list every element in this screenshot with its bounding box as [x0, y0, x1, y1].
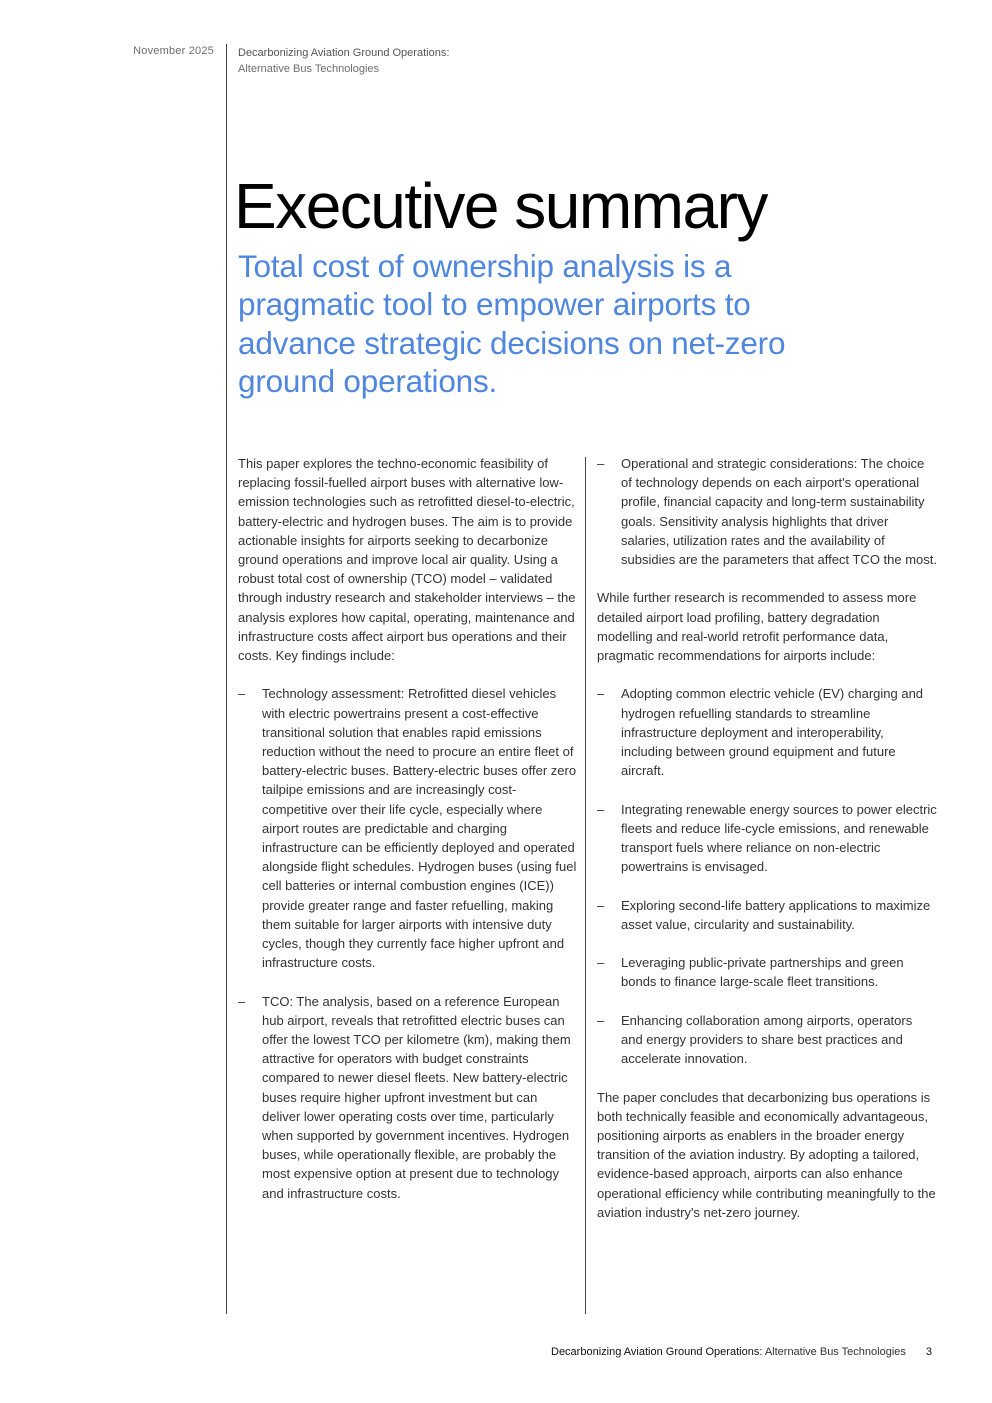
page-subtitle: Total cost of ownership analysis is a pragmatic tool to empower airports to advance strategic decisions on net-zero ground operations.: [238, 248, 786, 399]
intro-paragraph: This paper explores the techno-economic feasibility of replacing fossil-fuelled airport buses with alternative low-emission technologies such as retrofitted diesel-to-electric, battery-electric and hydrogen buses. The aim is to provide actionable insights for airports seeking to decarbonize ground operations and improve local air quality. Using a robust total cost of ownership (TCO) model – validated through industry research and stakeholder interviews – the analysis explores how capital, operating, maintenance and infrastructure costs affect airport bus operations and their costs. Key findings include:: [238, 456, 576, 664]
recommendation-text: Enhancing collaboration among airports, operators and energy providers to share best practices and accelerate innovation.: [621, 1012, 913, 1067]
page-number: 3: [925, 1346, 932, 1358]
dash-bullet: –: [597, 897, 605, 913]
recommendation-text: Integrating renewable energy sources to power electric fleets and reduce life-cycle emissions, and renewable transport fuels where reliance on non-electric powertrains is envisaged.: [621, 801, 937, 875]
conclusion-paragraph: The paper concludes that decarbonizing bus operations is both technically feasible and economically advantageous, positioning airports as enablers in the broader energy transition of the aviation industry. By adopting a tailored, evidence-based approach, airports can also enhance operational efficiency while contributing meaningfully to the aviation industry's net-zero journey.: [597, 1089, 936, 1220]
dash-bullet: –: [597, 955, 605, 971]
left-column: [238, 454, 578, 1222]
header-date: November 2025: [133, 45, 214, 57]
dash-bullet: –: [238, 686, 246, 702]
page-footer: [380, 1346, 932, 1358]
finding-text: Technology assessment: Retrofitted diesel vehicles with electric powertrains present a cost-effective transitional solution that enables rapid emissions reduction without the need to procure an entire fleet of battery-electric buses. Battery-electric buses offer zero tailpipe emissions and are increasingly cost-competitive over their life cycle, especially where airport routes are predictable and charging infrastructure can be efficiently deployed and operated alongside flight schedules. Hydrogen buses (using fuel cell batteries or internal combustion engines (ICE)) provide greater range and faster refuelling, making them suitable for larger airports with intensive duty cycles, though they currently face higher upfront and infrastructure costs.: [262, 686, 577, 971]
dash-bullet: –: [597, 456, 605, 471]
recommendation-item: [597, 684, 937, 780]
recommendation-item: [597, 896, 937, 934]
finding-item-technology: [238, 684, 578, 972]
page-heading: Executive summary: [234, 170, 767, 242]
recommendations-intro: While further research is recommended to assess more detailed airport load profiling, battery degradation modelling and real-world retrofit performance data, pragmatic recommendations for airports include:: [597, 590, 917, 664]
dash-bullet: –: [597, 686, 605, 702]
finding-text: TCO: The analysis, based on a reference European hub airport, reveals that retrofitted electric buses can offer the lowest TCO per kilometre (km), making them attractive for operators with budget constraints compared to newer diesel fleets. New battery-electric buses require higher upfront investment but can deliver lower operating costs over time, particularly when supported by government incentives. Hydrogen buses, while operationally flexible, are probably the most expensive option at present due to technology and infrastructure costs.: [262, 993, 571, 1201]
finding-text: Operational and strategic considerations: The choice of technology depends on each airport's operational profile, financial capacity and long-term sustainability goals. Sensitivity analysis highlights that driver salaries, utilization rates and the availability of subsidies are the parameters that affect TCO the most.: [621, 456, 938, 568]
finding-item-operational: [597, 454, 937, 569]
recommendation-item: [597, 953, 937, 991]
column-divider-rule: [585, 457, 586, 1314]
dash-bullet: –: [238, 993, 246, 1009]
recommendation-text: Leveraging public-private partnerships and green bonds to finance large-scale fleet transitions.: [621, 955, 904, 990]
footer-title-rest: Alternative Bus Technologies: [762, 1346, 906, 1358]
dash-bullet: –: [597, 1012, 605, 1028]
header-title-line1: Decarbonizing Aviation Ground Operations:: [238, 47, 450, 59]
left-vertical-rule: [226, 44, 227, 1314]
recommendation-item: [597, 1011, 937, 1069]
footer-title-bold: Decarbonizing Aviation Ground Operations:: [551, 1346, 763, 1358]
right-column: [597, 454, 937, 1241]
recommendation-item: [597, 800, 937, 877]
dash-bullet: –: [597, 801, 605, 817]
recommendation-text: Exploring second-life battery applications to maximize asset value, circularity and sustainability.: [621, 897, 931, 932]
recommendation-text: Adopting common electric vehicle (EV) charging and hydrogen refuelling standards to streamline infrastructure deployment and interoperability, including between ground equipment and future aircraft.: [621, 686, 924, 779]
header-report-title: [238, 45, 449, 77]
header-title-line2: Alternative Bus Technologies: [238, 63, 380, 75]
finding-item-tco: [238, 992, 578, 1203]
